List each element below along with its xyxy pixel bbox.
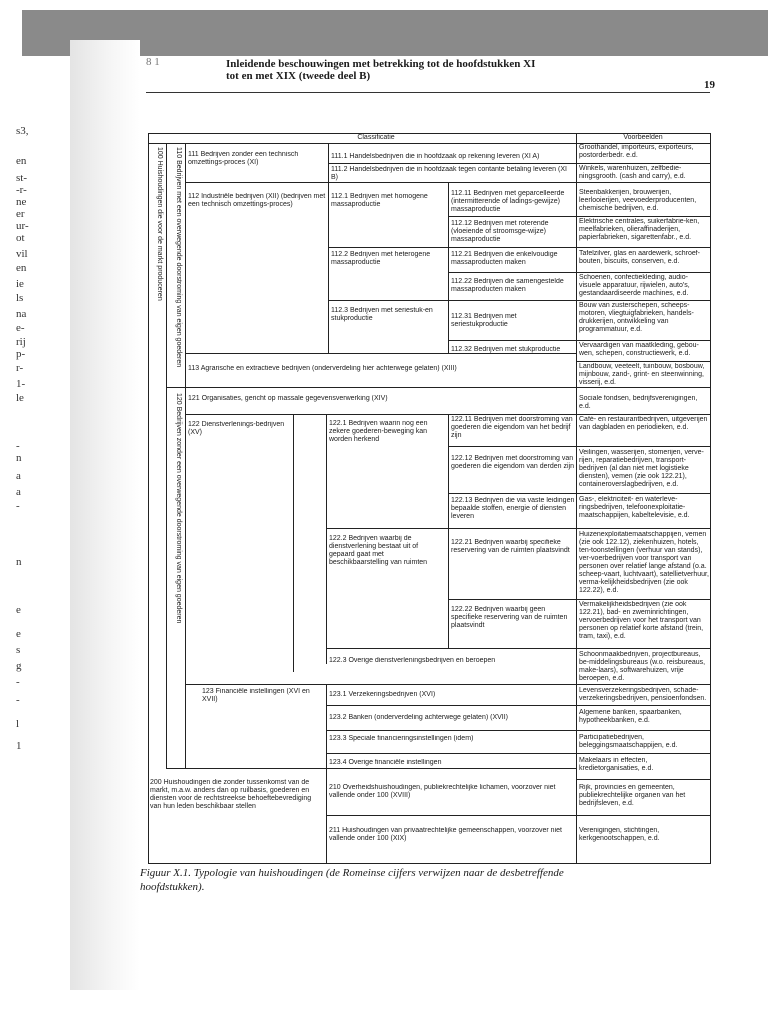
table-rule (326, 730, 711, 731)
example-122-13: Gas-, elektriciteit- en waterleve-ringsbedrijven, telefoonexploitatie-maatschappijen, kabeltelevisie, e.d. (579, 496, 690, 519)
table-rule (448, 599, 711, 600)
example-122-22: Vermakelijkheidsbedrijven (zie ook 122.21), bad- en zweminrichtingen, vervoerbedrijven voor het transport van personen op relatief korte afstand (trein, tram, taxi), e.d. (579, 601, 704, 640)
example-121: Sociale fondsen, bedrijfsverenigingen, e.d. (579, 395, 698, 410)
margin-fragment: ls (16, 292, 24, 304)
table-rule (326, 684, 327, 768)
cell-123: 123 Financiële instellingen (XVI en XVII) (202, 688, 310, 703)
table-rule (148, 863, 711, 864)
label-100-vertical: 100 Huishoudingen die voor de markt produceren (156, 147, 163, 301)
table-rule (328, 143, 329, 353)
header-rule (146, 92, 710, 93)
table-rule (326, 815, 711, 816)
cell-122-12: 122.12 Bedrijven met doorstroming van goederen die eigendom van derden zijn (451, 455, 574, 470)
example-112-21: Tafelzilver, glas en aardewerk, schroef-bouten, biscuits, conserven, e.d. (579, 250, 700, 265)
cell-112-32: 112.32 Bedrijven met stukproductie (451, 346, 561, 353)
cell-123-1: 123.1 Verzekeringsbedrijven (XVI) (329, 691, 436, 698)
margin-fragment: n (16, 452, 22, 464)
table-rule (326, 648, 711, 649)
table-rule (576, 779, 711, 780)
cell-122-11: 122.11 Bedrijven met doorstroming van goederen die eigendom van het bedrijf zijn (451, 416, 573, 439)
example-111-2: Winkels, warenhuizen, zelfbedie-ningsgrooth. (cash and carry), e.d. (579, 165, 686, 180)
example-112-12: Elektrische centrales, suikerfabrie-ken, meelfabrieken, olieraffinaderijen, papierfabrieken, sigarettenfabr., e.d. (579, 218, 700, 241)
example-112-22: Schoenen, confectiekleding, audio-visuele apparatuur, rijwielen, auto's, gestandaardiseerde machines, e.d. (579, 274, 690, 297)
example-112-11: Steenbakkerijen, brouwerijen, leerlooierijen, veevoederproducenten, chemische bedrijven, e.d. (579, 189, 697, 212)
table-rule (448, 446, 711, 447)
table-rule (293, 414, 294, 672)
table-rule (576, 182, 577, 353)
table-rule (326, 414, 327, 664)
cell-112-12: 112.12 Bedrijven met roterende (vloeiende of stroomsge-wijze) massaproductie (451, 220, 549, 243)
cell-112-11: 112.11 Bedrijven met geparcelleerde (intermitterende of ladings-gewijze) massaproductie (451, 190, 565, 213)
table-rule (166, 387, 711, 388)
cell-122: 122 Dienstverlenings-bedrijven (XV) (188, 421, 285, 436)
table-rule (326, 528, 711, 529)
margin-fragment: - (16, 694, 20, 706)
col-head-voorbeelden: Voorbeelden (623, 134, 663, 141)
example-123-1: Levensverzekeringsbedrijven, schade-verzekeringsbedrijven, pensioenfondsen. (579, 687, 707, 702)
example-112-31: Bouw van zusterschepen, scheeps-motoren, vliegtuigfabrieken, handels-drukkerijen, ontwikkeling van programmatuur, e.d. (579, 302, 694, 333)
cell-112-2: 112.2 Bedrijven met heterogene massaproductie (331, 251, 431, 266)
margin-fragment: g (16, 660, 22, 672)
cell-122-13: 122.13 Bedrijven die via vaste leidingen bepaalde stoffen, energie of diensten leveren (451, 497, 575, 520)
cell-122-21: 122.21 Bedrijven waarbij specifieke reservering van de ruimten plaatsvindt (451, 539, 570, 554)
cell-112-1: 112.1 Bedrijven met homogene massaproductie (331, 193, 428, 208)
margin-fragment: le (16, 392, 24, 404)
table-rule (166, 143, 167, 768)
table-rule (326, 753, 711, 754)
example-123-2: Algemene banken, spaarbanken, hypotheekbanken, e.d. (579, 709, 682, 724)
table-rule (185, 143, 186, 768)
margin-fragment: ne (16, 196, 27, 208)
margin-fragment: - (16, 500, 20, 512)
cell-112-3: 112.3 Bedrijven met seriestuk-en stukproductie (331, 307, 433, 322)
cell-122-2: 122.2 Bedrijven waarbij de dienstverlening bestaat uit of gepaard gaat met beschikbaarstelling van ruimten (329, 535, 428, 566)
table-rule (576, 361, 711, 362)
figure-caption: Figuur X.1. Typologie van huishoudingen (de Romeinse cijfers verwijzen naar de desbetreffende hoofdstukken). (140, 867, 564, 893)
example-211: Verenigingen, stichtingen, kerkgenootschappen, e.d. (579, 827, 660, 842)
margin-fragment: - (16, 440, 20, 452)
example-112-32: Vervaardigen van maatkleding, gebou-wen, schepen, constructiewerk, e.d. (579, 342, 699, 357)
table-rule (185, 684, 711, 685)
section-number: 8 1 (146, 56, 160, 68)
margin-fragment: na (16, 308, 27, 320)
margin-fragment: e (16, 628, 21, 640)
table-rule (448, 414, 449, 648)
example-122-12: Veilingen, wasserijen, stomerijen, verve-rijen, reparatiebedrijven, transport-bedrijven (al dan niet met logistieke diensten), vemen (zie ook 122.21), containeroverslagbedrijven, e.d. (579, 449, 704, 488)
table-rule (328, 247, 711, 248)
example-123-3: Participatiebedrijven, beleggingsmaatschappijen, e.d. (579, 734, 678, 749)
example-122-3: Schoonmaakbedrijven, projectbureaus, be-middelingsbureaus (w.o. reisbureaus, make-laars), softwarehuizen, vrije beroepen, e.d. (579, 651, 706, 682)
table-rule (328, 163, 711, 164)
typology-table (148, 133, 711, 863)
margin-fragment: en (16, 262, 27, 274)
table-rule (448, 216, 711, 217)
col-head-classificatie: Classificatie (357, 134, 395, 141)
example-122-11: Café- en restaurantbedrijven, uitgeverijen van dagbladen en periodieken, e.d. (579, 416, 708, 431)
margin-fragment: - (16, 676, 20, 688)
cell-111: 111 Bedrijven zonder een technisch omzettings-proces (XI) (188, 151, 299, 166)
margin-fragment: s3, (16, 125, 29, 137)
margin-fragment: st- (16, 172, 27, 184)
cell-123-2: 123.2 Banken (onderverdeling achterwege gelaten) (XVII) (329, 714, 508, 721)
margin-fragment: r- (16, 362, 24, 374)
table-rule (185, 353, 576, 354)
label-120-vertical: 120 Bedrijven zonder een overwegende doorstroming van eigen goederen (175, 393, 182, 624)
margin-fragment: e (16, 604, 21, 616)
cell-111-2: 111.2 Handelsbedrijven die in hoofdzaak tegen contante betaling leveren (XI B) (331, 166, 567, 181)
margin-fragment: ot (16, 232, 25, 244)
cell-113: 113 Agrarische en extractieve bedrijven (onderverdeling hier achterwege gelaten) (XIII) (188, 365, 457, 372)
margin-fragment: rij (16, 336, 26, 348)
margin-fragment: 1 (16, 740, 22, 752)
example-122-21: Huizenexploitatiemaatschappijen, vemen (zie ook 122.12), ziekenhuizen, hotels, ten-toonstellingen (verhuur van stands), ver-voerbedrijven voor transport van personen over relatief lange afstand (o.a. scheep-vaart, luchtvaart), satellietverhuur, verma-kelijkheidsbedrijven (zie ook 122.22), e.d. (579, 531, 709, 594)
margin-fragment: s (16, 644, 21, 656)
cell-112-21: 112.21 Bedrijven die enkelvoudige massaproducten maken (451, 251, 558, 266)
cell-121: 121 Organisaties, gericht op massale gegevensverwerking (XIV) (188, 395, 388, 402)
example-210: Rijk, provincies en gemeenten, publiekrechtelijke organen van het bedrijfsleven, e.d. (579, 784, 686, 807)
margin-fragment: vil (16, 248, 28, 260)
table-rule (448, 493, 711, 494)
margin-fragment: 1- (16, 378, 26, 390)
cell-122-22: 122.22 Bedrijven waarbij geen specifieke reservering van de ruimten plaatsvindt (451, 606, 568, 629)
margin-fragment: -r- (16, 184, 27, 196)
example-123-4: Makelaars in effecten, kredietorganisaties, e.d. (579, 757, 654, 772)
margin-fragment: ur- (16, 220, 29, 232)
table-rule (448, 182, 449, 353)
margin-fragment: a (16, 470, 21, 482)
cell-111-1: 111.1 Handelsbedrijven die in hoofdzaak op rekening leveren (XI A) (331, 153, 540, 160)
cell-123-3: 123.3 Speciale financieringsinstellingen (idem) (329, 735, 474, 742)
margin-fragment: en (16, 155, 27, 167)
example-111-1: Groothandel, importeurs, exporteurs, postorderbedr. e.d. (579, 144, 694, 159)
running-title-line-1: Inleidende beschouwingen met betrekking tot de hoofdstukken XI (226, 58, 536, 70)
table-rule (166, 768, 576, 769)
cell-210: 210 Overheidshuishoudingen, publiekrechtelijke lichamen, voorzover niet vallende onder 100 (XVIII) (329, 784, 556, 799)
example-113: Landbouw, veeteelt, tuinbouw, bosbouw, mijnbouw, zand-, grint- en steenwinning, visserij, e.d. (579, 363, 705, 386)
cell-112-31: 112.31 Bedrijven met seriestukproductie (451, 313, 517, 328)
cell-211: 211 Huishoudingen van privaatrechtelijke gemeenschappen, voorzover niet vallende onder 100 (XIX) (329, 827, 562, 842)
margin-fragment: a (16, 486, 21, 498)
cell-122-3: 122.3 Overige dienstverleningsbedrijven en beroepen (329, 657, 496, 664)
margin-fragment: n (16, 556, 22, 568)
cell-112: 112 Industriële bedrijven (XII) (bedrijven met een technisch omzettings-proces) (188, 193, 326, 208)
margin-fragment: l (16, 718, 20, 730)
margin-fragment: p- (16, 348, 26, 360)
table-rule (148, 133, 149, 863)
table-rule (448, 272, 711, 273)
page-number: 19 (704, 79, 715, 91)
running-title-line-2: tot en met XIX (tweede deel B) (226, 70, 371, 82)
margin-fragment: e- (16, 322, 25, 334)
cell-112-22: 112.22 Bedrijven die samengestelde massaproducten maken (451, 278, 564, 293)
running-title (226, 58, 576, 82)
table-rule (185, 182, 711, 183)
cell-122-1: 122.1 Bedrijven waarin nog een zekere goederen-beweging kan worden herkend (329, 420, 428, 443)
margin-fragment: er (16, 208, 25, 220)
label-110-vertical: 110 Bedrijven met een overwegende doorstroming van eigen goederen (175, 147, 182, 368)
margin-fragment: ie (16, 278, 24, 290)
table-rule (326, 705, 711, 706)
cell-200: 200 Huishoudingen die zonder tussenkomst van de markt, m.a.w. anders dan op ruilbasis, goederen en diensten voor de rechtstreekse behoeftebevrediging van hun leden beschikbaar stellen (150, 779, 312, 810)
table-rule (448, 340, 711, 341)
table-rule (328, 300, 711, 301)
cell-123-4: 123.4 Overige financiële instellingen (329, 759, 442, 766)
